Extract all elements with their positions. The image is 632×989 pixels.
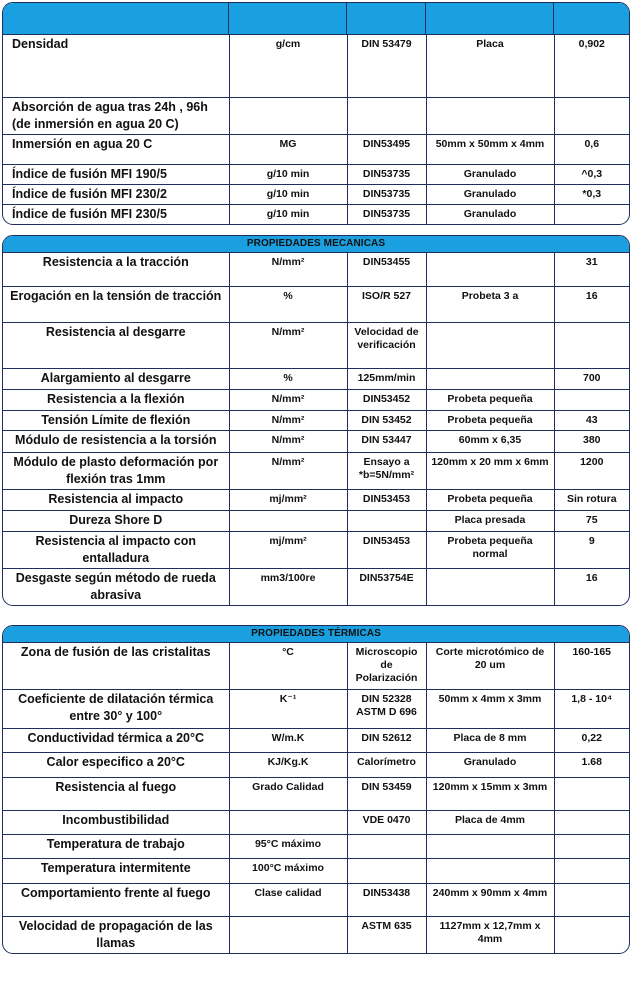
- property-name-cell: Resistencia a la flexión: [3, 389, 229, 410]
- unit-cell: [229, 916, 347, 953]
- property-name-cell: Resistencia a la tracción: [3, 253, 229, 286]
- general-header-bar: [3, 3, 629, 35]
- condition-cell: [426, 568, 554, 605]
- property-name-cell: Resistencia al impacto: [3, 489, 229, 510]
- norm-cell: DIN 53479: [347, 35, 426, 97]
- value-cell: 160-165: [554, 643, 629, 689]
- unit-cell: N/mm²: [229, 410, 347, 430]
- table-row: [3, 752, 629, 777]
- unit-cell: KJ/Kg.K: [229, 752, 347, 777]
- table-row: [3, 728, 629, 752]
- table-row: [3, 134, 629, 164]
- property-name-cell: Resistencia al impacto con entalladura: [3, 531, 229, 568]
- condition-cell: Placa presada: [426, 510, 554, 531]
- condition-cell: Probeta pequeña: [426, 389, 554, 410]
- unit-cell: Clase calidad: [229, 883, 347, 916]
- table-row: [3, 531, 629, 568]
- unit-cell: %: [229, 368, 347, 389]
- value-cell: 380: [554, 430, 629, 452]
- property-name-cell: Velocidad de propagación de las llamas: [3, 916, 229, 953]
- norm-cell: Velocidad de verificación: [347, 322, 426, 368]
- property-name-cell: Erogación en la tensión de tracción: [3, 286, 229, 322]
- table-row: [3, 510, 629, 531]
- table-row: [3, 184, 629, 204]
- table-row: [3, 858, 629, 883]
- norm-cell: DIN 53459: [347, 777, 426, 810]
- norm-cell: DIN53452: [347, 389, 426, 410]
- table-row: [3, 164, 629, 184]
- value-cell: 1.68: [554, 752, 629, 777]
- condition-cell: [426, 253, 554, 286]
- norm-cell: [347, 97, 426, 134]
- property-name-cell: Módulo de plasto deformación por flexión tras 1mm: [3, 452, 229, 489]
- property-name-cell: Absorción de agua tras 24h , 96h (de inmersión en agua 20 C): [3, 97, 229, 134]
- condition-cell: 120mm x 15mm x 3mm: [426, 777, 554, 810]
- unit-cell: 100°C máximo: [229, 858, 347, 883]
- table-row: [3, 489, 629, 510]
- value-cell: [554, 834, 629, 858]
- unit-cell: [229, 810, 347, 834]
- property-name-cell: Resistencia al desgarre: [3, 322, 229, 368]
- unit-cell: N/mm²: [229, 430, 347, 452]
- value-cell: [554, 777, 629, 810]
- value-cell: 0,6: [554, 134, 629, 164]
- value-cell: 1,8 - 10⁴: [554, 689, 629, 728]
- value-cell: [554, 883, 629, 916]
- condition-cell: Granulado: [426, 164, 554, 184]
- unit-cell: MG: [229, 134, 347, 164]
- table-row: [3, 916, 629, 953]
- value-cell: [554, 204, 629, 224]
- norm-cell: 125mm/min: [347, 368, 426, 389]
- table-row: [3, 643, 629, 689]
- norm-cell: DIN53735: [347, 184, 426, 204]
- unit-cell: K⁻¹: [229, 689, 347, 728]
- value-cell: 0,902: [554, 35, 629, 97]
- table-row: [3, 322, 629, 368]
- norm-cell: Microscopio de Polarización: [347, 643, 426, 689]
- unit-cell: 95°C máximo: [229, 834, 347, 858]
- unit-cell: Grado Calidad: [229, 777, 347, 810]
- norm-cell: DIN 53452: [347, 410, 426, 430]
- condition-cell: [426, 368, 554, 389]
- condition-cell: Placa de 4mm: [426, 810, 554, 834]
- condition-cell: 240mm x 90mm x 4mm: [426, 883, 554, 916]
- condition-cell: Placa: [426, 35, 554, 97]
- norm-cell: ISO/R 527: [347, 286, 426, 322]
- norm-cell: ASTM 635: [347, 916, 426, 953]
- property-name-cell: Módulo de resistencia a la torsión: [3, 430, 229, 452]
- unit-cell: [229, 510, 347, 531]
- norm-cell: DIN 52612: [347, 728, 426, 752]
- thermal-properties-table: [2, 625, 630, 954]
- value-cell: ^0,3: [554, 164, 629, 184]
- norm-cell: DIN53438: [347, 883, 426, 916]
- table-row: [3, 689, 629, 728]
- table-row: [3, 452, 629, 489]
- condition-cell: Corte microtómico de 20 um: [426, 643, 554, 689]
- unit-cell: g/10 min: [229, 164, 347, 184]
- general-properties-table: [2, 2, 630, 225]
- value-cell: 16: [585, 571, 598, 584]
- property-name-cell: Incombustibilidad: [3, 810, 229, 834]
- property-name-cell: Inmersión en agua 20 C: [3, 134, 229, 164]
- table-row: [3, 410, 629, 430]
- norm-cell: DIN53453: [347, 489, 426, 510]
- unit-cell: W/m.K: [229, 728, 347, 752]
- property-name-cell: Índice de fusión MFI 230/2: [3, 184, 229, 204]
- unit-cell: N/mm²: [229, 253, 347, 286]
- norm-cell: [347, 834, 426, 858]
- unit-cell: mj/mm²: [229, 531, 347, 568]
- unit-cell: g/10 min: [229, 204, 347, 224]
- condition-cell: Granulado: [426, 752, 554, 777]
- norm-cell: DIN 53447: [347, 430, 426, 452]
- unit-cell: [229, 97, 347, 134]
- norm-cell: DIN53495: [347, 134, 426, 164]
- property-name-cell: Temperatura intermitente: [3, 858, 229, 883]
- property-name-cell: Conductividad térmica a 20°C: [3, 728, 229, 752]
- condition-cell: 50mm x 50mm x 4mm: [426, 134, 554, 164]
- table-row: [3, 568, 629, 605]
- property-name-cell: Índice de fusión MFI 190/5: [3, 164, 229, 184]
- norm-cell: VDE 0470: [347, 810, 426, 834]
- condition-cell: Probeta 3 a: [426, 286, 554, 322]
- norm-cell: DIN53735: [347, 164, 426, 184]
- value-cell: 75: [554, 510, 629, 531]
- condition-cell: 60mm x 6,35: [426, 430, 554, 452]
- unit-cell: mj/mm²: [229, 489, 347, 510]
- property-name-cell: Dureza Shore D: [3, 510, 229, 531]
- value-cell: [554, 858, 629, 883]
- condition-cell: Granulado: [426, 184, 554, 204]
- condition-cell: Probeta pequeña normal: [426, 531, 554, 568]
- mechanical-section-title: PROPIEDADES MECANICAS: [3, 236, 629, 253]
- table-row: [3, 810, 629, 834]
- table-row: [3, 204, 629, 224]
- condition-cell: Placa de 8 mm: [426, 728, 554, 752]
- value-cell: [554, 97, 629, 134]
- thermal-section-title: PROPIEDADES TÉRMICAS: [3, 626, 629, 643]
- table-row: [3, 834, 629, 858]
- table-row: [3, 389, 629, 410]
- norm-cell: DIN53455: [347, 253, 426, 286]
- table-row: [3, 35, 629, 97]
- norm-cell: [347, 510, 426, 531]
- condition-cell: Probeta pequeña: [426, 489, 554, 510]
- property-name-cell: Índice de fusión MFI 230/5: [3, 204, 229, 224]
- norm-cell: DIN 52328 ASTM D 696: [347, 689, 426, 728]
- condition-cell: 1127mm x 12,7mm x 4mm: [426, 916, 554, 953]
- value-cell: 31: [554, 253, 629, 286]
- norm-cell: DIN53754E: [347, 568, 426, 605]
- value-cell: [554, 322, 629, 368]
- value-cell: 16: [554, 286, 629, 322]
- property-name-cell: Coeficiente de dilatación térmica entre 30° y 100°: [3, 689, 229, 728]
- property-name-cell: Tensión Límite de flexión: [3, 410, 229, 430]
- table-row: [3, 97, 629, 134]
- unit-cell: N/mm²: [229, 452, 347, 489]
- unit-cell: mm3/100re: [229, 568, 347, 605]
- condition-cell: Probeta pequeña: [426, 410, 554, 430]
- property-name-cell: Alargamiento al desgarre: [3, 368, 229, 389]
- table-row: [3, 286, 629, 322]
- value-cell: Sin rotura: [554, 489, 629, 510]
- table-row: [3, 883, 629, 916]
- unit-cell: N/mm²: [229, 389, 347, 410]
- norm-cell: [347, 858, 426, 883]
- condition-cell: Granulado: [426, 204, 554, 224]
- property-name-cell: Comportamiento frente al fuego: [3, 883, 229, 916]
- value-cell: 9: [554, 531, 629, 568]
- value-cell: 700: [554, 368, 629, 389]
- condition-cell: [426, 858, 554, 883]
- table-row: [3, 253, 629, 286]
- value-cell: [554, 389, 629, 410]
- mechanical-table-body: [3, 253, 629, 605]
- unit-cell: N/mm²: [229, 322, 347, 368]
- property-name-cell: Desgaste según método de rueda abrasiva: [3, 568, 229, 605]
- value-cell: 1200: [554, 452, 629, 489]
- mechanical-properties-table: [2, 235, 630, 606]
- condition-cell: [426, 97, 554, 134]
- thermal-table-body: [3, 643, 629, 953]
- condition-cell: 120mm x 20 mm x 6mm: [426, 452, 554, 489]
- property-name-cell: Zona de fusión de las cristalitas: [3, 643, 229, 689]
- unit-cell: %: [229, 286, 347, 322]
- norm-cell: DIN53735: [347, 204, 426, 224]
- unit-cell: °C: [229, 643, 347, 689]
- unit-cell: g/cm: [229, 35, 347, 97]
- value-cell: [554, 810, 629, 834]
- norm-cell: DIN53453: [347, 531, 426, 568]
- general-table-body: [3, 35, 629, 224]
- table-row: [3, 430, 629, 452]
- value-cell: 43: [554, 410, 629, 430]
- value-cell: *0,3: [554, 184, 629, 204]
- unit-cell: g/10 min: [229, 184, 347, 204]
- condition-cell: [426, 322, 554, 368]
- property-name-cell: Densidad: [3, 35, 229, 97]
- value-cell: [554, 916, 629, 953]
- table-row: [3, 777, 629, 810]
- property-name-cell: Calor especifico a 20°C: [3, 752, 229, 777]
- value-cell: 0,22: [554, 728, 629, 752]
- norm-cell: Ensayo a *b=5N/mm²: [347, 452, 426, 489]
- general-header-cells: [3, 3, 629, 34]
- property-name-cell: Temperatura de trabajo: [3, 834, 229, 858]
- property-name-cell: Resistencia al fuego: [3, 777, 229, 810]
- norm-cell: Calorímetro: [347, 752, 426, 777]
- table-row: [3, 368, 629, 389]
- condition-cell: [426, 834, 554, 858]
- condition-cell: 50mm x 4mm x 3mm: [426, 689, 554, 728]
